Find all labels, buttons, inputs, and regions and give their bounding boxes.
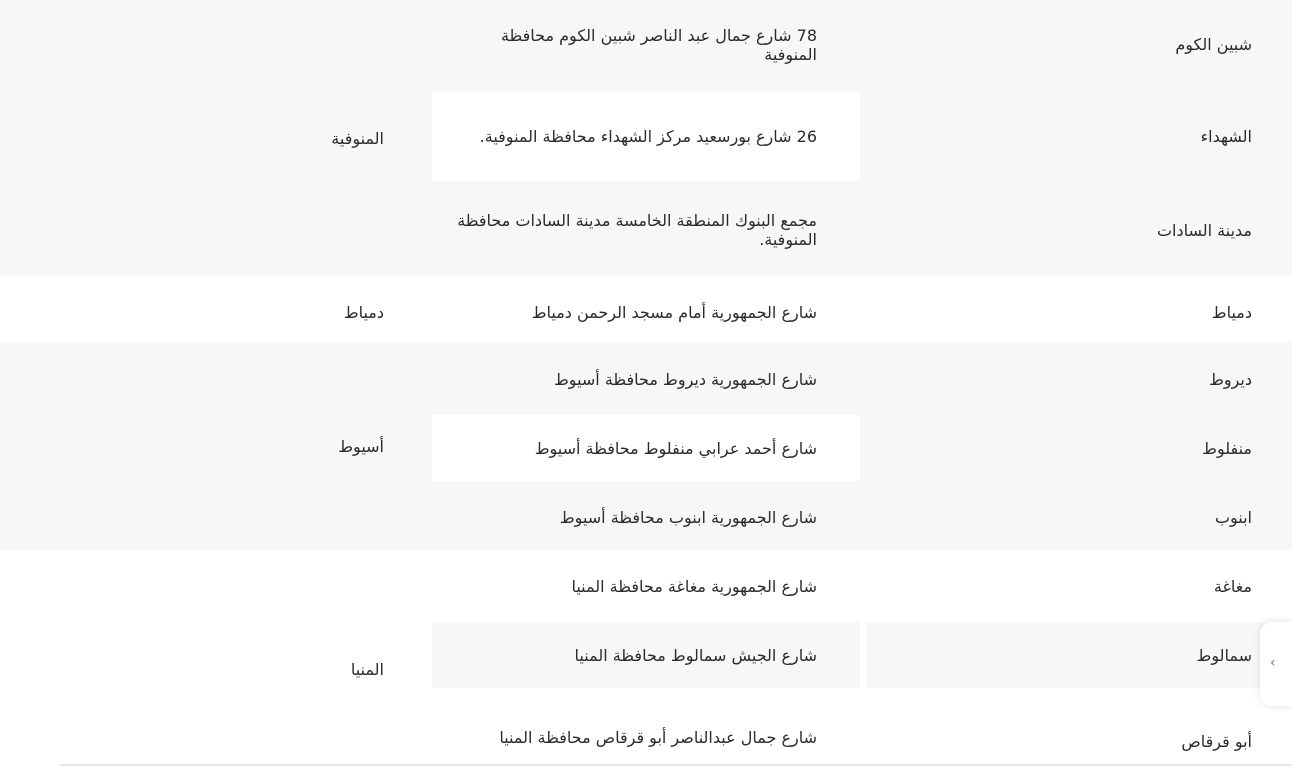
table-row-city [866, 553, 1292, 619]
table-row-address [432, 276, 860, 348]
table-row-city [866, 0, 1292, 89]
address-label: شارع أحمد عرابي منفلوط محافظة أسيوط [534, 438, 817, 458]
table-row-city [866, 276, 1292, 348]
table-row-address [432, 696, 860, 766]
address-label: شارع الجمهورية مغاغة محافظة المنيا [571, 576, 817, 596]
governorate-cell [0, 342, 428, 550]
table-row-city [866, 92, 1292, 181]
table-row-address [432, 622, 860, 688]
city-label: مدينة السادات [1156, 220, 1252, 240]
address-label: شارع الجمهورية أمام مسجد الرحمن دمياط [531, 302, 817, 322]
table-row-address [432, 484, 860, 550]
city-label: مغاغة [1213, 576, 1252, 596]
table-row-address [432, 346, 860, 412]
table-row-city [866, 484, 1292, 550]
table-row-city [866, 346, 1292, 412]
governorate-cell [0, 550, 428, 766]
chevron-left-icon: ‹ [1270, 655, 1276, 671]
governorate-cell [0, 276, 428, 348]
table-row-address [432, 184, 860, 276]
city-label: ديروط [1209, 369, 1252, 389]
governorate-label: المنوفية [331, 128, 384, 148]
table-row-city [866, 622, 1292, 688]
governorate-cell [0, 0, 428, 276]
city-label: أبو قرقاص [1181, 731, 1252, 751]
address-label: شارع جمال عبدالناصر أبو قرقاص محافظة المنيا [499, 727, 817, 747]
governorate-label: أسيوط [338, 436, 384, 456]
side-scroll-tab[interactable] [1260, 622, 1292, 706]
city-label: شبين الكوم [1175, 35, 1252, 54]
table-row-address [432, 415, 860, 481]
governorate-label: المنيا [350, 659, 384, 679]
table-row-address [432, 92, 860, 181]
table-row-city [866, 184, 1292, 276]
city-label: ابنوب [1214, 507, 1252, 527]
address-label: 78 شارع جمال عبد الناصر شبين الكوم محافظة المنوفية [500, 25, 817, 64]
governorate-label: دمياط [343, 302, 384, 322]
city-label: الشهداء [1200, 127, 1252, 146]
city-label: منفلوط [1202, 438, 1252, 458]
address-label: شارع الجمهورية ابنوب محافظة أسيوط [559, 507, 817, 527]
city-label: سمالوط [1196, 645, 1252, 665]
city-label: دمياط [1211, 302, 1252, 322]
table-row-address [432, 0, 860, 89]
table-row-address [432, 553, 860, 619]
table-row-city [866, 415, 1292, 481]
address-label: 26 شارع بورسعيد مركز الشهداء محافظة المنوفية. [479, 127, 817, 146]
address-label: مجمع البنوك المنطقة الخامسة مدينة السادات محافظة المنوفية. [457, 211, 817, 249]
address-label: شارع الجمهورية ديروط محافظة أسيوط [554, 369, 817, 389]
table-row-city [866, 696, 1292, 766]
address-label: شارع الجيش سمالوط محافظة المنيا [574, 645, 817, 665]
